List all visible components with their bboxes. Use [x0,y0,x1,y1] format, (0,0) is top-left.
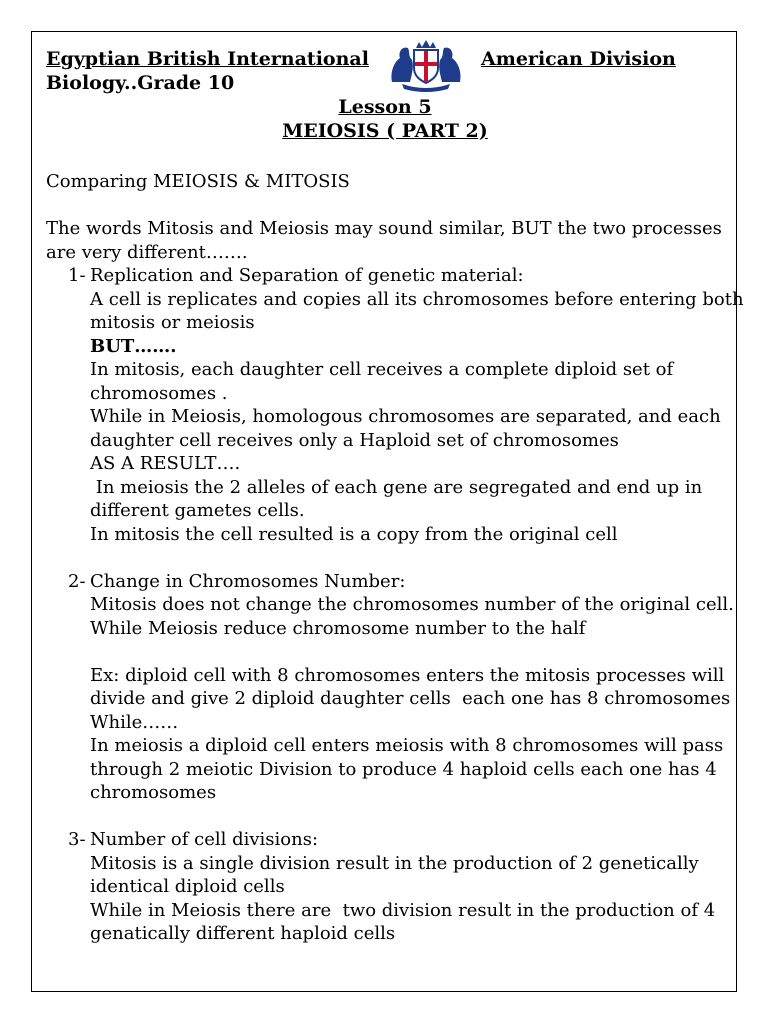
point-line: In meiosis a diploid cell enters meiosis with 8 chromosomes will pass [90,735,724,756]
point-number: 3- [68,829,86,850]
point-line: In mitosis, each daughter cell receives a complete diploid set of [90,359,674,380]
point-line: chromosomes [90,782,217,803]
school-crest-logo [386,38,466,92]
division-name: American Division [481,48,676,70]
point-line-emphasis: BUT……. [90,335,177,357]
point-line: While in Meiosis, homologous chromosomes are separated, and each [90,406,721,427]
point-line: Ex: diploid cell with 8 chromosomes enters the mitosis processes will [90,664,725,686]
comparison-point-3 [46,828,731,946]
point-line: While…… [90,711,179,733]
document-body [46,170,744,946]
point-line: mitosis or meiosis [90,312,255,333]
intro-line: are very different……. [46,241,248,263]
page-title: MEIOSIS ( PART 2) [282,120,488,142]
point-line: In meiosis the 2 alleles of each gene are segregated and end up in [90,476,703,498]
point-line: A cell is replicates and copies all its chromosomes before entering both [90,288,744,310]
point-line: through 2 meiotic Division to produce 4 haploid cells each one has 4 [90,758,717,780]
point-line: identical diploid cells [90,876,285,897]
comparison-point-1 [46,264,744,546]
school-name: Egyptian British International [46,48,369,70]
point-line: divide and give 2 diploid daughter cells each one has 8 chromosomes [90,688,731,709]
lesson-number: Lesson 5 [338,96,432,118]
point-line: In mitosis the cell resulted is a copy from the original cell [90,523,618,545]
point-line: daughter cell receives only a Haploid set of chromosomes [90,429,619,451]
subject-grade: Biology..Grade 10 [46,72,235,94]
point-number: 2- [68,570,86,592]
point-heading: Change in Chromosomes Number: [90,570,406,592]
point-line: Mitosis is a single division result in the production of 2 genetically [90,852,699,874]
point-line: AS A RESULT…. [90,453,241,474]
intro-line: The words Mitosis and Meiosis may sound similar, BUT the two processes [46,218,722,239]
point-line: Mitosis does not change the chromosomes number of the original cell. [90,594,734,615]
point-line: While in Meiosis there are two division result in the production of 4 [90,899,716,921]
point-heading: Number of cell divisions: [90,829,319,850]
section-heading: Comparing MEIOSIS & MITOSIS [46,171,350,192]
document-page [31,31,744,992]
comparison-point-2 [46,570,734,805]
point-line: genatically different haploid cells [90,923,396,944]
point-heading: Replication and Separation of genetic material: [90,265,524,286]
point-line: While Meiosis reduce chromosome number to the half [90,617,586,639]
point-line: chromosomes . [90,382,228,404]
point-line: different gametes cells. [90,500,305,521]
point-number: 1- [68,265,86,286]
